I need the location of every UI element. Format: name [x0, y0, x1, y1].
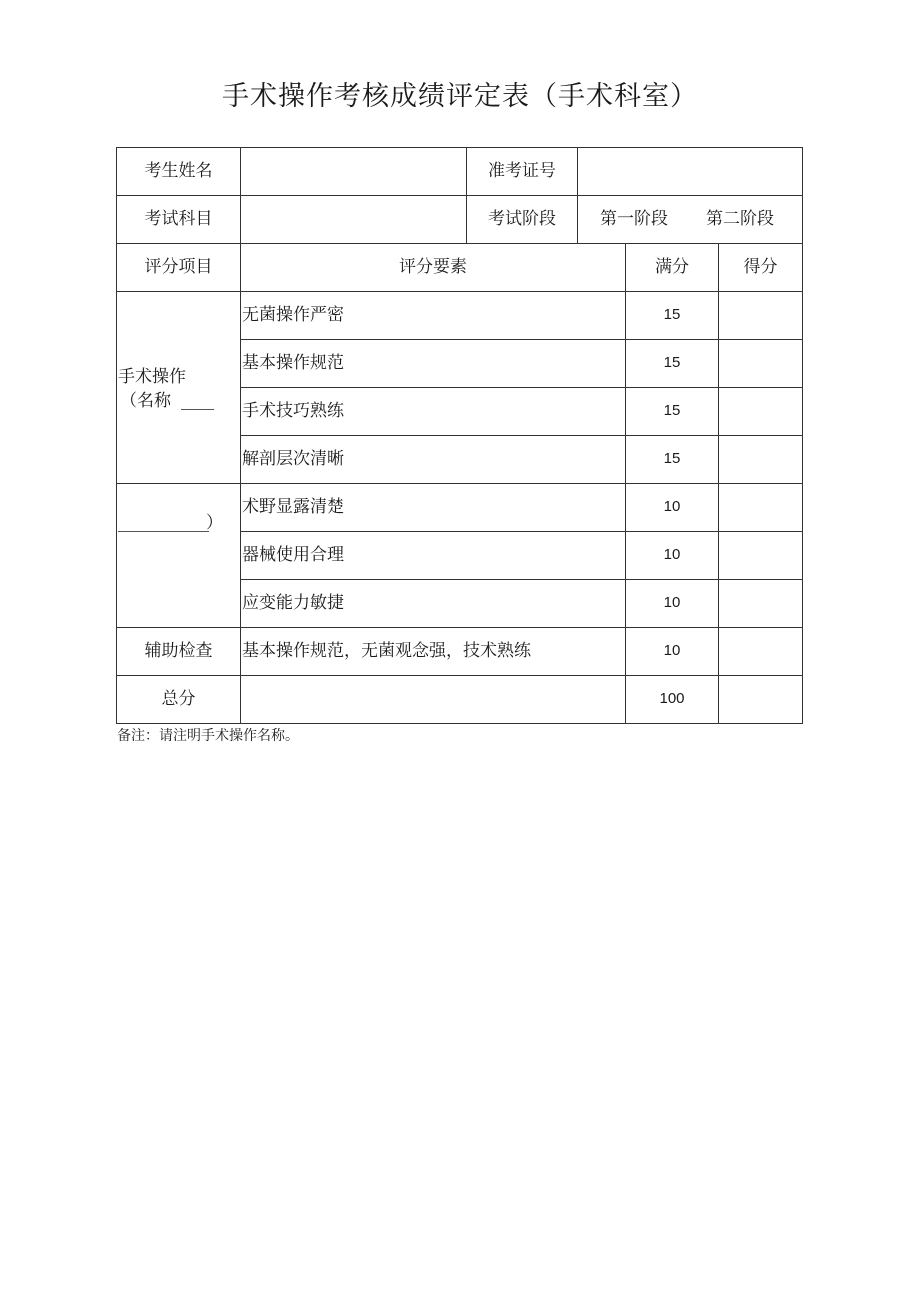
total-full-score: 100: [659, 690, 685, 707]
full-score-row-6: 10: [663, 546, 681, 563]
column-header-full: 满分: [655, 257, 689, 277]
name-label: 考生姓名: [144, 161, 213, 181]
element-row-7: 应变能力敏捷: [242, 593, 344, 613]
aux-label: 辅助检查: [144, 641, 213, 661]
full-score-row-7: 10: [663, 594, 681, 611]
element-row-4: 解剖层次清晰: [242, 449, 344, 469]
total-element-field: [241, 676, 625, 723]
subject-field[interactable]: [241, 196, 466, 243]
aux-full-score: 10: [663, 642, 681, 659]
total-score-field[interactable]: [719, 676, 802, 723]
name-field[interactable]: [241, 148, 466, 195]
subject-label: 考试科目: [144, 209, 213, 229]
id-field[interactable]: [578, 148, 802, 195]
score-field-row-6[interactable]: [719, 532, 802, 579]
surgery-label-line2: （名称: [120, 391, 171, 411]
stage-option-2[interactable]: 第二阶段: [706, 209, 774, 229]
row-divider: [116, 483, 803, 484]
score-field-row-1[interactable]: [719, 292, 802, 339]
element-row-2: 基本操作规范: [242, 353, 344, 373]
page-title: 手术操作考核成绩评定表（手术科室）: [222, 81, 698, 112]
element-row-6: 器械使用合理: [242, 545, 344, 565]
element-row-1: 无菌操作严密: [242, 305, 344, 325]
surgery-label-line1: 手术操作: [118, 367, 186, 387]
column-header-score: 得分: [743, 257, 778, 277]
row-divider: [116, 243, 803, 244]
score-field-row-4[interactable]: [719, 436, 802, 483]
surgery-name-blank-2[interactable]: [118, 531, 209, 532]
score-field-row-3[interactable]: [719, 388, 802, 435]
column-header-item: 评分项目: [144, 257, 213, 277]
aux-element: 基本操作规范，无菌观念强，技术熟练: [242, 641, 531, 661]
score-field-row-5[interactable]: [719, 484, 802, 531]
full-score-row-4: 15: [663, 450, 681, 467]
score-field-row-2[interactable]: [719, 340, 802, 387]
row-divider: [116, 627, 803, 628]
id-label: 准考证号: [488, 161, 556, 181]
full-score-row-2: 15: [663, 354, 681, 371]
element-row-3: 手术技巧熟练: [242, 401, 344, 421]
footnote: 备注：请注明手术操作名称。: [117, 728, 299, 744]
table-border-left: [116, 147, 117, 724]
aux-score-field[interactable]: [719, 628, 802, 675]
total-label: 总分: [161, 689, 196, 709]
full-score-row-1: 15: [663, 306, 681, 323]
full-score-row-5: 10: [663, 498, 681, 515]
table-border-bottom: [116, 723, 803, 724]
stage-option-1[interactable]: 第一阶段: [600, 209, 668, 229]
column-header-element: 评分要素: [399, 257, 467, 277]
surgery-label-close: ）: [206, 513, 223, 533]
score-field-row-7[interactable]: [719, 580, 802, 627]
full-score-row-3: 15: [663, 402, 681, 419]
row-divider: [116, 291, 803, 292]
stage-label: 考试阶段: [488, 209, 556, 229]
surgery-name-blank-1[interactable]: [181, 409, 214, 410]
element-row-5: 术野显露清楚: [242, 497, 344, 517]
